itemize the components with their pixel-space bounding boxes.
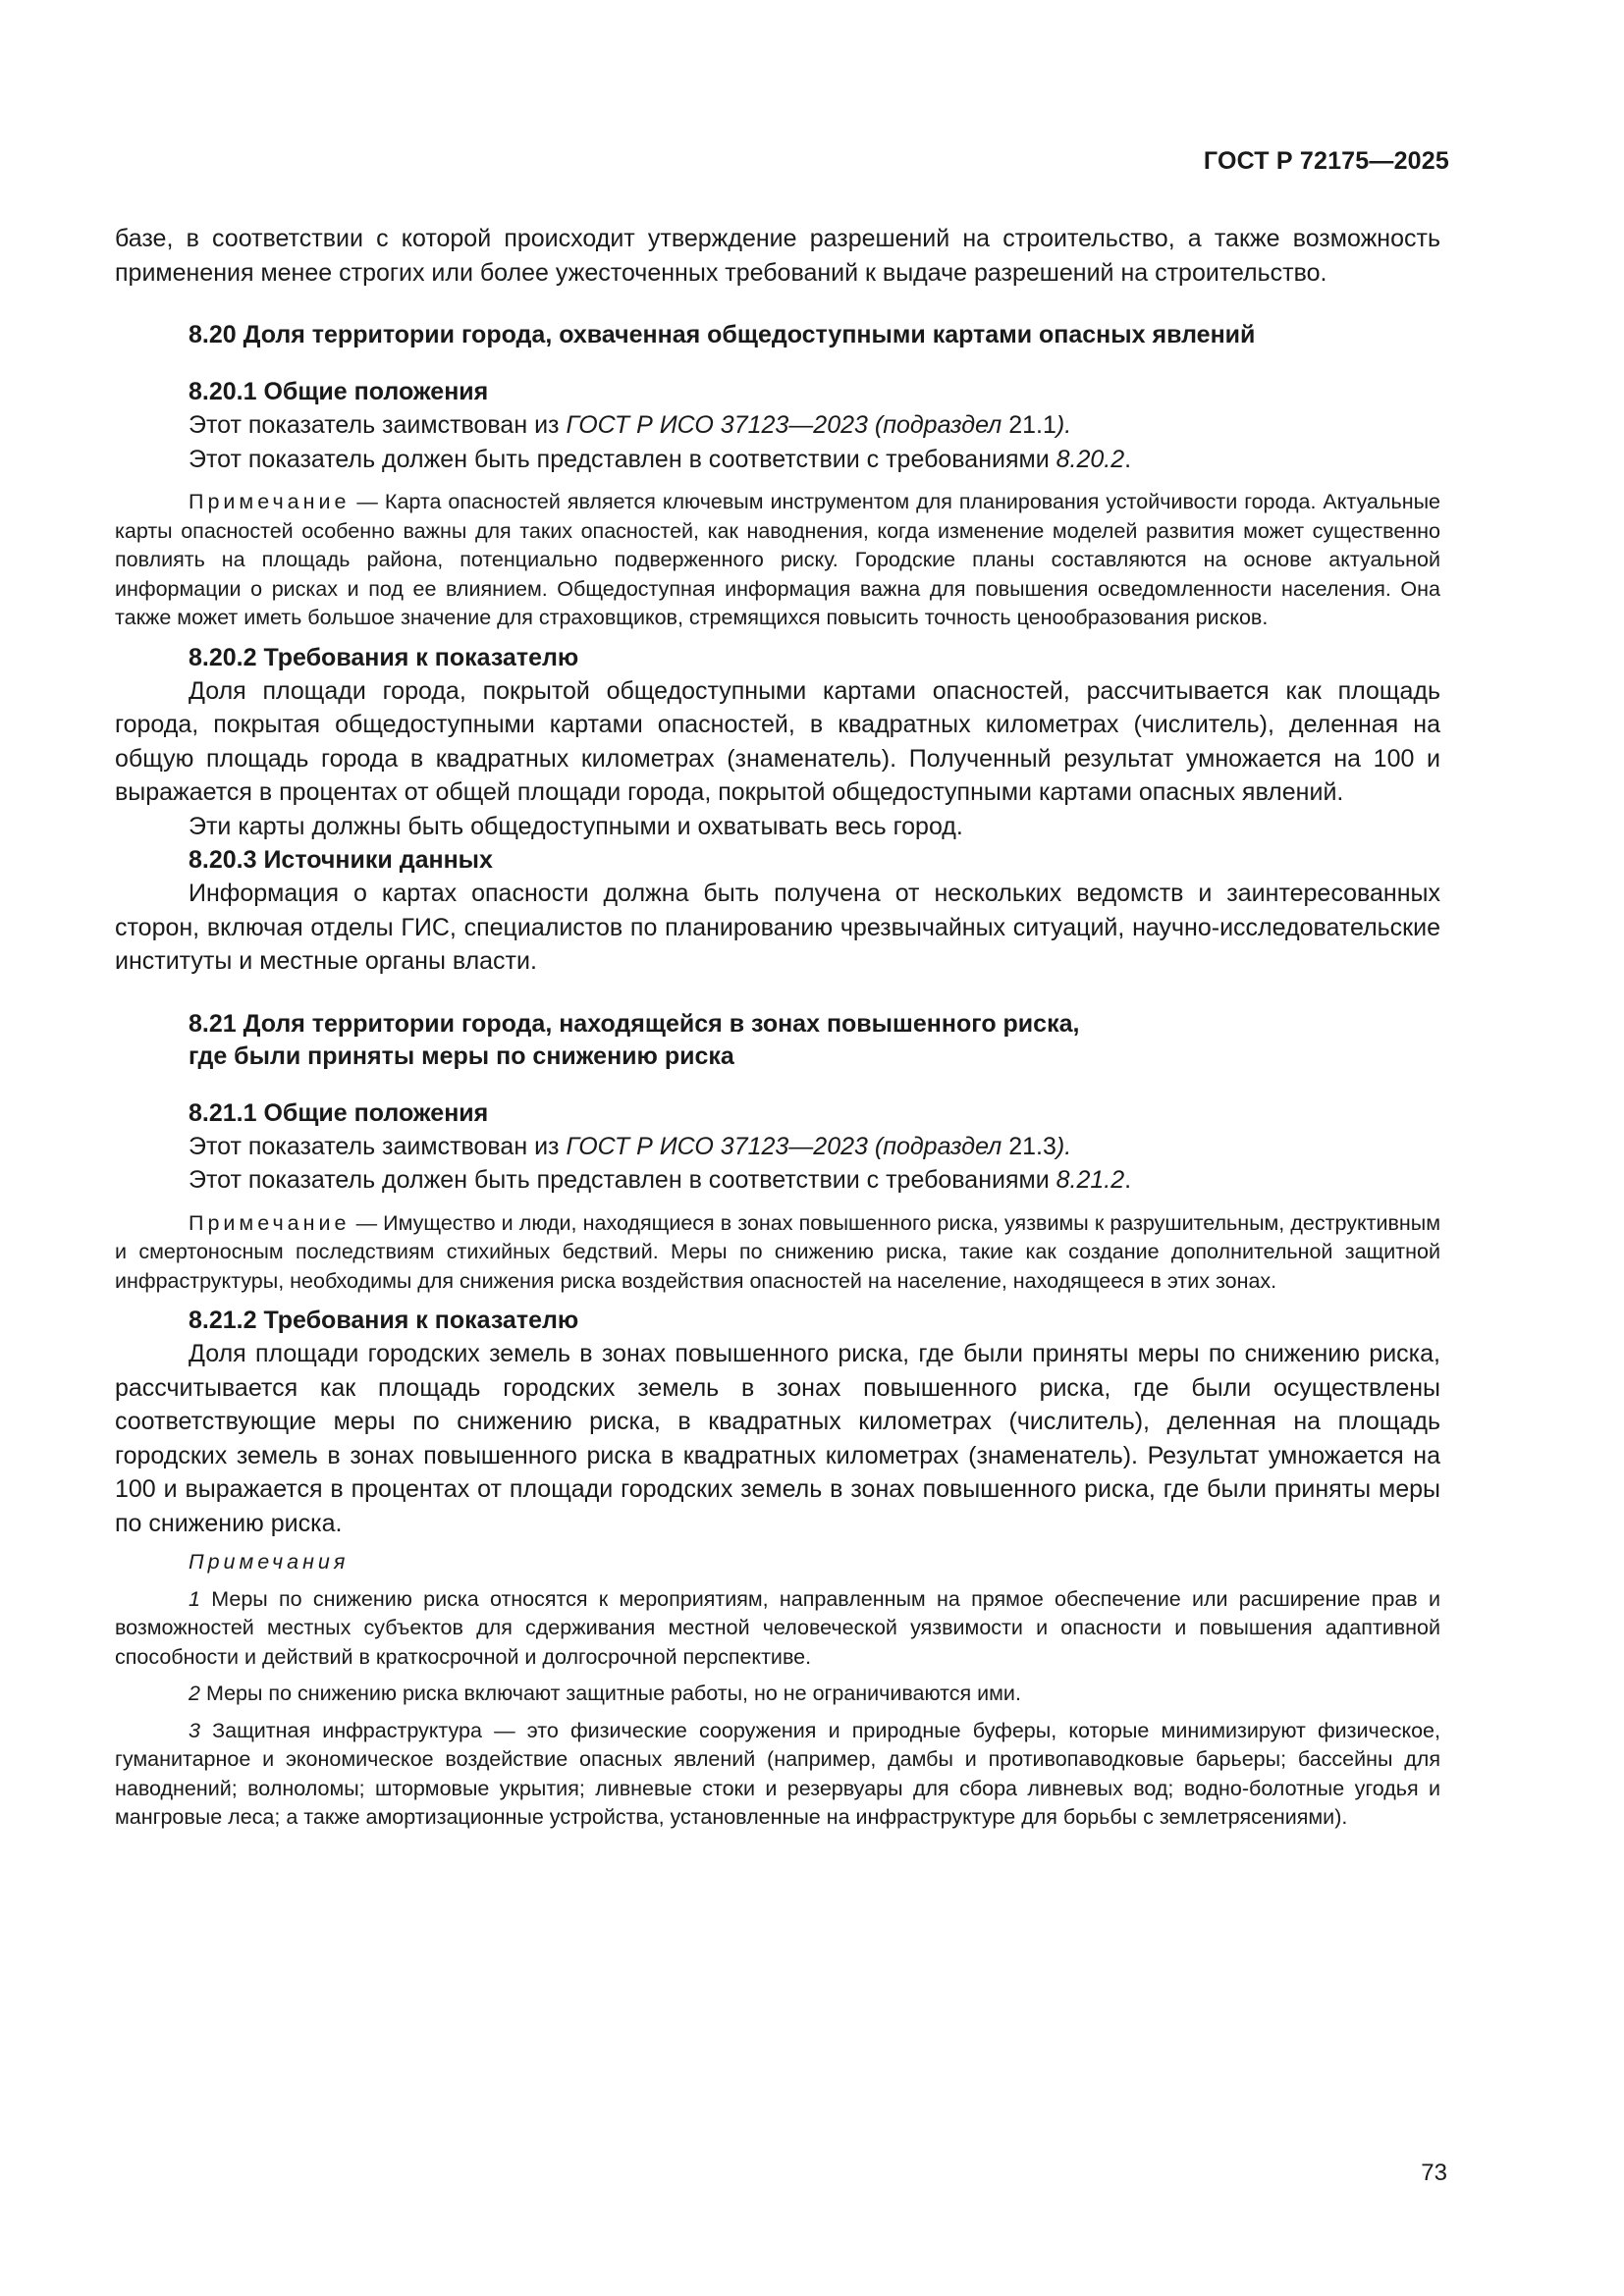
- section-8-20-title: 8.20 Доля территории города, охваченная общедоступными картами опасных явлений: [189, 321, 1256, 348]
- section-8-21-1-title: 8.21.1 Общие положения: [189, 1098, 489, 1127]
- page-content: [115, 222, 1440, 1833]
- intro-paragraph: базе, в соответствии с которой происходит утверждение разрешений на строительство, а также возможность применения менее строгих или более ужесточенных требований к выдаче разрешений на строительство.: [115, 225, 1440, 287]
- section-8-21-notes-label: Примечания: [189, 1550, 350, 1574]
- section-8-21-1-source: Этот показатель заимствован из ГОСТ Р ИСО 37123—2023 (подраздел 21.3).: [189, 1132, 1072, 1160]
- page-number: 73: [1421, 2160, 1447, 2186]
- section-8-20-3-paragraph: Информация о картах опасности должна быть получена от нескольких ведомств и заинтересованных сторон, включая отделы ГИС, специалистов по планированию чрезвычайных ситуаций, научно-исследовательские институты и местные органы власти.: [115, 880, 1440, 975]
- section-8-20-note: Примечание — Карта опасностей является ключевым инструментом для планирования устойчивости города. Актуальные карты опасностей особенно важны для таких опасностей, как наводнения, когда изменение моделей развития может существенно повлиять на площадь района, потенциально подверженного риску. Городские планы составляются на основе актуальной информации о рисках и под ее влиянием. Общедоступная информация важна для повышения осведомленности населения. Она также может иметь большое значение для страховщиков, стремящихся повысить точность ценообразования рисков.: [115, 490, 1440, 629]
- section-8-20-2-paragraph: Доля площади города, покрытой общедоступными картами опасностей, рассчитывается как площадь города, покрытая общедоступными картами опасностей, в квадратных километрах (числитель), деленная на общую площадь города в квадратных километрах (знаменатель). Полученный результат умножается на 100 и выражается в процентах от общей площади города, покрытой общедоступными картами опасных явлений.: [115, 676, 1440, 806]
- document-id: ГОСТ Р 72175—2025: [1203, 147, 1449, 175]
- section-8-21-title: 8.21 Доля территории города, находящейся в зонах повышенного риска, где были приняты меры по снижению риска: [189, 1009, 1080, 1070]
- section-8-21-2-paragraph: Доля площади городских земель в зонах повышенного риска, где были приняты меры по снижению риска, рассчитывается как площадь городских земель в зонах повышенного риска, где были осуществлены соответствующие меры по снижению риска, в квадратных километрах (числитель), деленная на площадь городских земель в зонах повышенного риска в квадратных километрах (знаменатель). Результат умножается на 100 и выражается в процентах от площади городских земель в зонах повышенного риска, где были приняты меры по снижению риска.: [115, 1340, 1440, 1537]
- section-8-20-1-requirement: Этот показатель должен быть представлен в соответствии с требованиями 8.20.2.: [189, 445, 1132, 473]
- note-2: 2 Меры по снижению риска включают защитные работы, но не ограничиваются ими.: [189, 1682, 1021, 1705]
- note-3: 3 Защитная инфраструктура — это физические сооружения и природные буферы, которые минимизируют физическое, гуманитарное и экономическое воздействие опасных явлений (например, дамбы и противопаводковые барьеры; бассейны для наводнений; волноломы; штормовые укрытия; ливневые стоки и резервуары для сбора ливневых вод; водно-болотные угодья и мангровые леса; а также амортизационные устройства, установленные на инфраструктуре для борьбы с землетрясениями).: [115, 1718, 1440, 1829]
- section-8-21-1-requirement: Этот показатель должен быть представлен в соответствии с требованиями 8.21.2.: [189, 1166, 1132, 1194]
- note-1: 1 Меры по снижению риска относятся к мероприятиям, направленным на прямое обеспечение или расширение прав и возможностей местных субъектов для сдерживания местной человеческой уязвимости и опасности и повышения адаптивной способности и действий в краткосрочной и долгосрочной перспективе.: [115, 1586, 1440, 1669]
- section-8-20-2-paragraph-2: Эти карты должны быть общедоступными и охватывать весь город.: [189, 812, 963, 840]
- section-8-20-3-title: 8.20.3 Источники данных: [189, 846, 493, 874]
- section-8-20-2-title: 8.20.2 Требования к показателю: [189, 643, 579, 671]
- section-8-21-note: Примечание — Имущество и люди, находящиеся в зонах повышенного риска, уязвимы к разрушительным, деструктивным и смертоносным последствиям стихийных бедствий. Меры по снижению риска, такие как создание дополнительной защитной инфраструктуры, необходимы для снижения риска воздействия опасностей на население, находящееся в этих зонах.: [115, 1210, 1440, 1293]
- section-8-20-1-source: Этот показатель заимствован из ГОСТ Р ИСО 37123—2023 (подраздел 21.1).: [189, 411, 1072, 439]
- section-8-20-1-title: 8.20.1 Общие положения: [189, 378, 489, 405]
- section-8-21-2-title: 8.21.2 Требования к показателю: [189, 1307, 579, 1334]
